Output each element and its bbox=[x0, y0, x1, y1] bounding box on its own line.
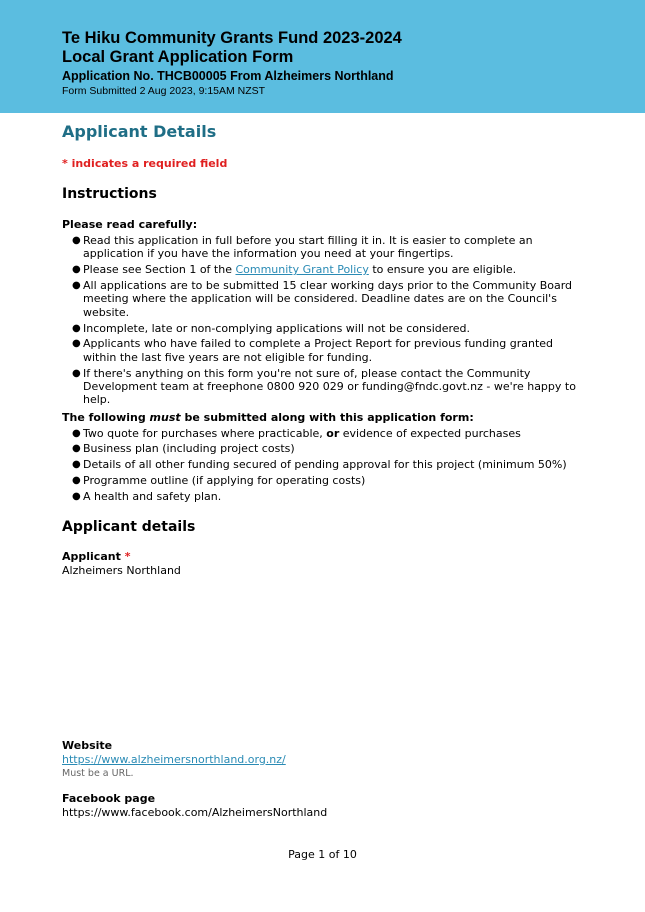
list-item: ● A health and safety plan. bbox=[72, 490, 222, 504]
bullet-icon: ● bbox=[72, 322, 81, 334]
list-item: ● Details of all other funding secured of pending approval for this project (minimum 50%) bbox=[72, 458, 567, 472]
form-subtitle: Local Grant Application Form bbox=[62, 48, 294, 66]
list-item: ● If there's anything on this form you're not sure of, please contact the Community Development team at freephone 0800 920 029 or funding@fndc.govt.nz - we're happy to help. bbox=[72, 366, 576, 407]
bullet-icon: ● bbox=[72, 367, 81, 379]
main-content bbox=[62, 120, 582, 578]
applicant-value: Alzheimers Northland bbox=[62, 564, 181, 578]
facebook-label: Facebook page bbox=[62, 792, 156, 805]
list-item: ● Read this application in full before you start filling it in. It is easier to complete an application if you have the information you need at your fingertips. bbox=[72, 234, 533, 261]
website-field bbox=[62, 739, 582, 780]
page-number: Page 1 of 10 bbox=[288, 848, 357, 861]
website-label: Website bbox=[62, 739, 113, 752]
list-item: ● Programme outline (if applying for operating costs) bbox=[72, 474, 366, 488]
grant-fund-title: Te Hiku Community Grants Fund 2023-2024 bbox=[62, 29, 402, 47]
required-marker: * bbox=[124, 550, 131, 564]
website-link[interactable]: https://www.alzheimersnorthland.org.nz/ bbox=[62, 753, 286, 766]
bullet-icon: ● bbox=[72, 264, 81, 276]
applicant-label: Applicant * bbox=[62, 550, 131, 564]
community-grant-policy-link[interactable]: Community Grant Policy bbox=[235, 263, 369, 277]
applicant-details-heading: Applicant details bbox=[62, 519, 196, 536]
form-header bbox=[0, 0, 645, 113]
required-field-note: * indicates a required field bbox=[62, 157, 228, 170]
instructions-list bbox=[72, 234, 582, 407]
facebook-field bbox=[62, 792, 582, 820]
bullet-icon: ● bbox=[72, 459, 81, 471]
required-documents-list bbox=[72, 426, 582, 504]
application-number: Application No. THCB00005 From Alzheimers Northland bbox=[62, 69, 394, 83]
list-item: ● Two quote for purchases where practicable, or evidence of expected purchases bbox=[72, 426, 521, 440]
facebook-value: https://www.facebook.com/AlzheimersNorthland bbox=[62, 806, 328, 819]
list-item: ● Applicants who have failed to complete a Project Report for previous funding granted within the last five years are not eligible for funding. bbox=[72, 337, 554, 364]
instructions-heading: Instructions bbox=[62, 186, 157, 202]
must-submit-label: The following must be submitted along with this application form: bbox=[62, 410, 474, 424]
submission-timestamp: Form Submitted 2 Aug 2023, 9:15AM NZST bbox=[62, 85, 266, 97]
list-item: ● Please see Section 1 of the Community Grant Policy to ensure you are eligible. bbox=[72, 263, 517, 277]
website-hint: Must be a URL. bbox=[62, 767, 134, 779]
list-item: ● Incomplete, late or non-complying applications will not be considered. bbox=[72, 321, 471, 335]
bullet-icon: ● bbox=[72, 443, 81, 455]
bullet-icon: ● bbox=[72, 427, 81, 439]
bullet-icon: ● bbox=[72, 491, 81, 503]
bullet-icon: ● bbox=[72, 475, 81, 487]
read-carefully-label: Please read carefully: bbox=[62, 218, 198, 231]
list-item: ● Business plan (including project costs) bbox=[72, 442, 295, 456]
page-title: Applicant Details bbox=[62, 122, 217, 141]
bullet-icon: ● bbox=[72, 338, 81, 350]
bullet-icon: ● bbox=[72, 280, 81, 292]
list-item: ● All applications are to be submitted 15 clear working days prior to the Community Board meeting where the application will be considered. Deadline dates are on the Council's website. bbox=[72, 279, 573, 319]
bullet-icon: ● bbox=[72, 235, 81, 246]
